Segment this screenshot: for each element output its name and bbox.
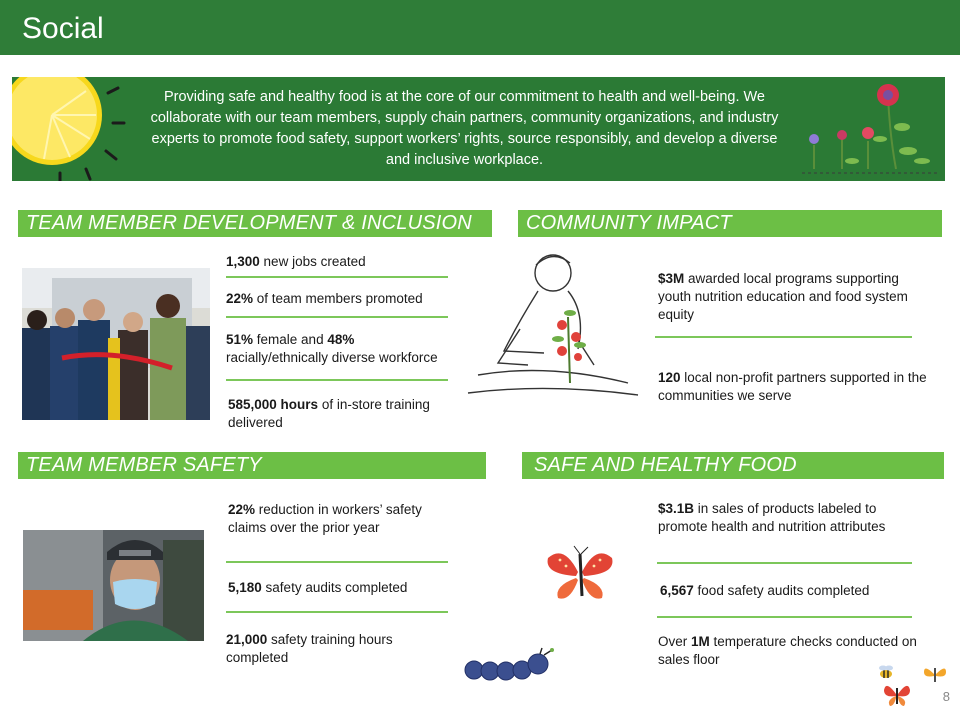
divider [226, 561, 448, 563]
team-development-header-label: TEAM MEMBER DEVELOPMENT & INCLUSION [26, 212, 472, 234]
orange-butterfly-icon [922, 664, 948, 686]
divider [226, 276, 448, 278]
stat-safety-audits: 5,180 safety audits completed [228, 580, 408, 595]
divider [226, 611, 448, 613]
page-title: Social [22, 12, 104, 45]
divider [655, 336, 912, 338]
safe-food-header-label: SAFE AND HEALTHY FOOD [534, 454, 797, 476]
team-member-mask-photo [23, 530, 204, 641]
stat-jobs-created: 1,300 new jobs created [226, 254, 366, 269]
stat-awarded-programs: $3M awarded local programs supporting youth nutrition education and food system equity [658, 271, 908, 322]
stat-training-hours: 585,000 hours of in-store training delivered [228, 397, 430, 430]
community-impact-header-label: COMMUNITY IMPACT [526, 212, 732, 234]
lemon-slice-icon [12, 77, 135, 181]
blueberry-caterpillar-icon [460, 646, 560, 686]
stat-temperature-checks: Over 1M temperature checks conducted on sales floor [658, 634, 917, 667]
stat-safety-claims: 22% reduction in workers’ safety claims over the prior year [228, 502, 422, 535]
page-number: 8 [942, 689, 950, 704]
strawberry-butterfly-icon [544, 544, 616, 602]
stat-safety-training: 21,000 safety training hours completed [226, 632, 393, 665]
team-safety-header [18, 452, 486, 479]
divider [657, 562, 912, 564]
team-development-header [18, 210, 492, 237]
community-impact-header [518, 210, 942, 237]
butterfly-icon [882, 682, 912, 708]
flowers-icon [792, 77, 942, 181]
intro-banner [12, 77, 945, 181]
title-bar [0, 0, 960, 55]
stat-health-sales: $3.1B in sales of products labeled to promote health and nutrition attributes [658, 501, 886, 534]
team-members-photo [22, 268, 210, 420]
intro-paragraph: Providing safe and healthy food is at the core of our commitment to health and well-being. We collaborate with our team members, supply chain partners, community organizations, and industry experts to promote food safety, support workers’ rights, source responsibly, and develop a diverse and inclusive workplace. [150, 89, 779, 168]
safe-food-header [522, 452, 944, 479]
divider [226, 379, 448, 381]
bee-icon [876, 664, 896, 680]
child-planting-illustration [458, 243, 648, 403]
stat-diverse-workforce: 51% female and 48% racially/ethnically diverse workforce [226, 332, 438, 365]
team-safety-header-label: TEAM MEMBER SAFETY [26, 454, 262, 476]
stat-food-safety-audits: 6,567 food safety audits completed [660, 583, 870, 598]
stat-nonprofit-partners: 120 local non-profit partners supported in the communities we serve [658, 370, 927, 403]
stat-team-promoted: 22% of team members promoted [226, 291, 423, 306]
divider [657, 616, 912, 618]
divider [226, 316, 448, 318]
